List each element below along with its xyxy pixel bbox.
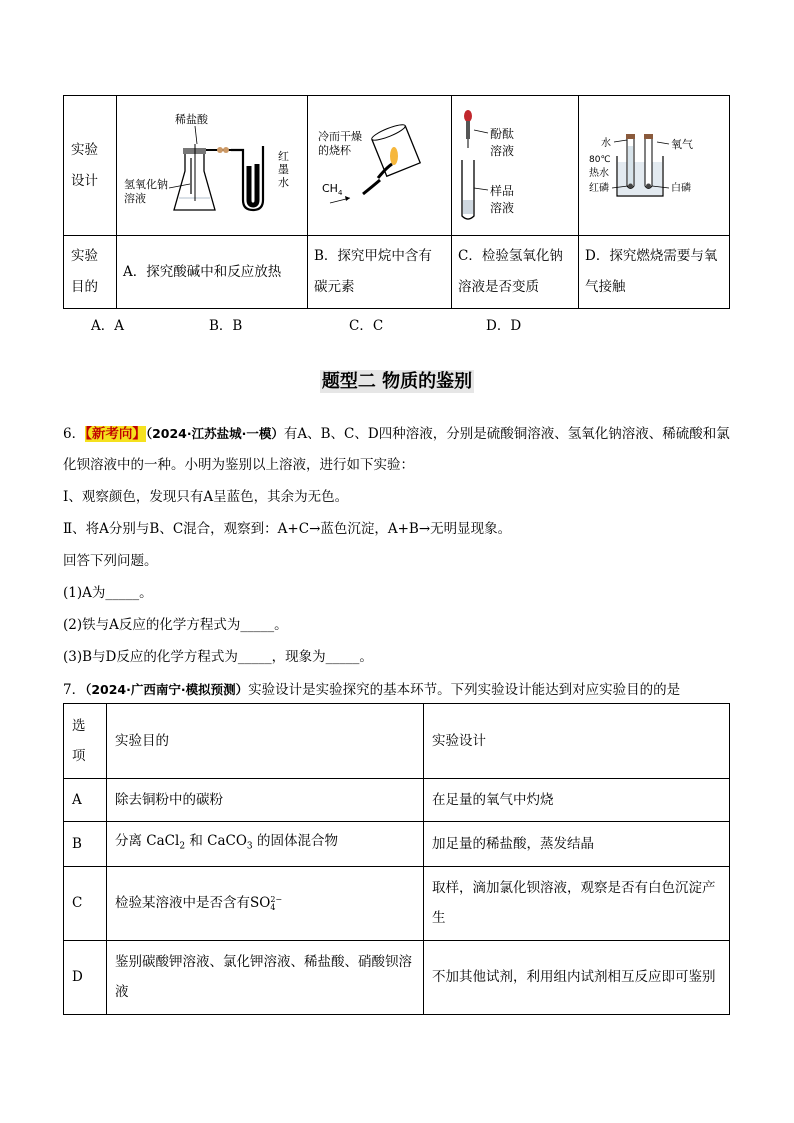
row-label-line: 目的 <box>71 279 98 295</box>
option-d[interactable]: D．D <box>486 318 522 334</box>
naoh-label: 氢氧化钠 <box>124 178 168 191</box>
diagram-a-cell <box>117 96 308 236</box>
option-b[interactable]: B．B <box>209 318 243 334</box>
row-purpose: 鉴别碳酸钾溶液、氯化钾溶液、稀盐酸、硝酸钡溶液 <box>107 940 424 1014</box>
row-label-line: 实验 <box>71 248 98 264</box>
superscript: 2− <box>270 894 283 904</box>
table-row <box>64 779 730 822</box>
row-label-purpose <box>64 236 117 309</box>
purpose-a: A．探究酸碱中和反应放热 <box>117 236 308 309</box>
question-number: 7． <box>63 682 86 698</box>
naoh-label-2: 溶液 <box>124 192 146 205</box>
row-label-line: 设计 <box>71 172 98 189</box>
row-purpose <box>107 866 424 940</box>
sample-label: 样品 <box>490 184 515 198</box>
q7-stem <box>63 674 743 706</box>
row-design: 取样，滴加氯化钡溶液，观察是否有白色沉淀产生 <box>424 866 730 940</box>
water-label-2: 墨 <box>278 163 289 176</box>
row-design: 不加其他试剂，利用组内试剂相互反应即可鉴别 <box>424 940 730 1014</box>
water-label: 水 <box>601 138 611 149</box>
red-phosphorus-label: 红磷 <box>589 183 609 194</box>
text-part: 的固体混合物 <box>252 833 338 849</box>
q6-step2: Ⅱ、将A分别与B、C混合，观察到：A+C→蓝色沉淀，A+B→无明显现象。 <box>63 521 512 537</box>
row-option: C <box>64 866 107 940</box>
table-row <box>64 866 730 940</box>
q6-sub3: (3)B与D反应的化学方程式为_____，现象为_____。 <box>63 649 373 665</box>
ion-charge <box>270 896 282 912</box>
option-a[interactable]: A．A <box>91 318 124 334</box>
row-purpose: 除去铜粉中的碳粉 <box>107 779 424 822</box>
purpose-c: C．检验氢氧化钠溶液是否变质 <box>452 236 579 309</box>
subscript: 4 <box>270 902 276 912</box>
question-stem: 实验设计是实验探究的基本环节。下列实验设计能达到对应实验目的的是 <box>248 682 681 698</box>
q6-prompt: 回答下列问题。 <box>63 553 158 569</box>
row-purpose <box>107 822 424 867</box>
question-source: （2024·江苏盐城·一模） <box>145 426 284 441</box>
q6-stem <box>63 418 733 481</box>
question-number: 6． <box>63 426 86 442</box>
text-part: 分离 CaCl <box>115 833 180 849</box>
row-option: D <box>64 940 107 1014</box>
header-option: 选项 <box>64 704 107 779</box>
white-phosphorus-label: 白磷 <box>671 183 691 194</box>
section-heading <box>0 367 794 393</box>
temperature-label: 80℃ <box>589 155 611 165</box>
beaker-label: 冷而干燥 <box>318 130 362 143</box>
experiment-table <box>63 95 730 309</box>
hot-water-label: 热水 <box>589 168 609 179</box>
table-row <box>64 940 730 1014</box>
water-label-3: 水 <box>278 176 289 189</box>
oxygen-label: 氧气 <box>671 138 693 151</box>
purpose-b: B．探究甲烷中含有碳元素 <box>308 236 452 309</box>
row-option: A <box>64 779 107 822</box>
q6-sub1: (1)A为_____。 <box>63 585 153 601</box>
row-design: 加足量的稀盐酸，蒸发结晶 <box>424 822 730 867</box>
question-source: （2024·广西南宁·模拟预测） <box>85 682 249 697</box>
indicator-label-2: 溶液 <box>490 144 515 158</box>
row-design: 在足量的氧气中灼烧 <box>424 779 730 822</box>
neutralization-apparatus-diagram <box>117 96 307 231</box>
diagram-c-cell <box>452 96 579 236</box>
subscript: 3 <box>246 841 253 852</box>
ch4-label: $CH_4$ <box>322 182 343 197</box>
acid-label: 稀盐酸 <box>175 113 208 126</box>
table-row <box>64 822 730 867</box>
question-stem: 有A、B、C、D四种溶液，分别是硫酸铜溶液、氢氧化钠溶液、稀硫酸和氯化钡溶液中的一种。小明为鉴别以上溶液，进行如下实验： <box>63 426 730 473</box>
text-part: 检验某溶液中是否含有SO <box>115 895 271 912</box>
header-purpose: 实验目的 <box>107 704 424 779</box>
row-option: B <box>64 822 107 867</box>
new-trend-tag: 【新考向】 <box>85 426 146 442</box>
row-label-line: 实验 <box>71 141 98 158</box>
header-design: 实验设计 <box>424 704 730 779</box>
purpose-d: D．探究燃烧需要与氧气接触 <box>579 236 730 309</box>
combustion-conditions-diagram <box>579 96 729 231</box>
section-heading-text: 题型二 物质的鉴别 <box>321 371 473 392</box>
water-label: 红 <box>278 150 289 163</box>
option-c[interactable]: C．C <box>349 318 384 334</box>
subscript: 2 <box>179 841 186 852</box>
q6-sub2: (2)铁与A反应的化学方程式为_____。 <box>63 617 288 633</box>
q7-options-table <box>63 703 730 1015</box>
methane-combustion-diagram <box>308 96 451 231</box>
beaker-label-2: 的烧杯 <box>318 144 351 157</box>
indicator-test-diagram <box>452 96 578 231</box>
row-label-design <box>64 96 117 236</box>
diagram-d-cell <box>579 96 730 236</box>
diagram-b-cell <box>308 96 452 236</box>
text-part: 和 CaCO <box>185 833 247 849</box>
indicator-label: 酚酞 <box>490 127 515 141</box>
q6-step1: Ⅰ、观察颜色，发现只有A呈蓝色，其余为无色。 <box>63 489 349 505</box>
sample-label-2: 溶液 <box>490 201 515 215</box>
